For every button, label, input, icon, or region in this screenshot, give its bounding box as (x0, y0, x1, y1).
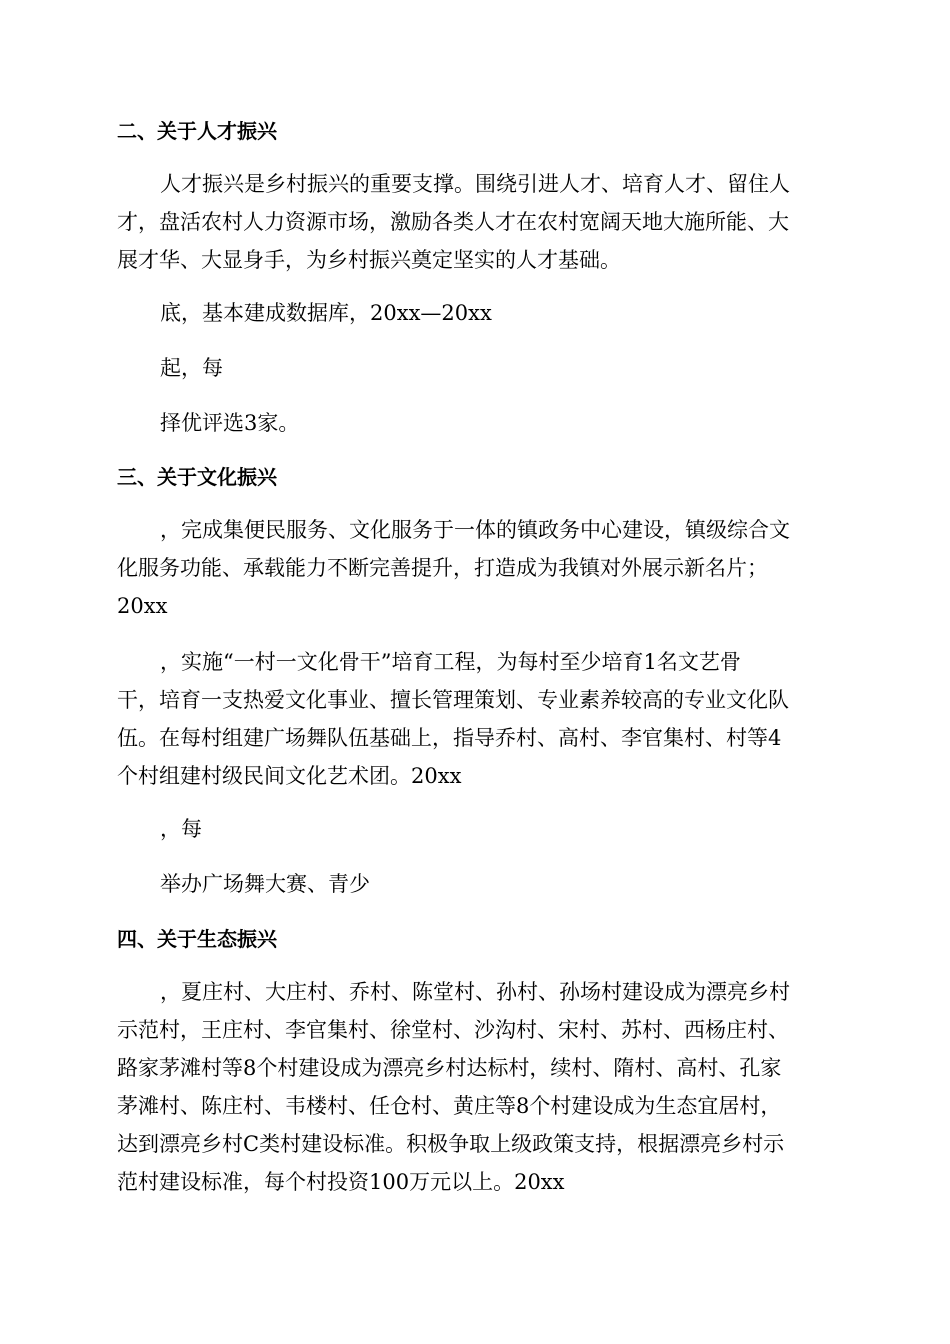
paragraph (117, 511, 837, 625)
paragraph-line: 示范村，王庄村、李官集村、徐堂村、沙沟村、宋村、苏村、西杨庄村、 (117, 1018, 789, 1042)
paragraph-line: 才，盘活农村人力资源市场，激励各类人才在农村宽阔天地大施所能、大 (117, 210, 789, 234)
paragraph (117, 294, 837, 332)
paragraph-line: 路家茅滩村等8个村建设成为漂亮乡村达标村，续村、隋村、高村、孔家 (117, 1056, 782, 1080)
section-heading-culture: 三、关于文化振兴 (117, 465, 277, 489)
paragraph-line: 20xx (117, 594, 168, 618)
paragraph-line: 化服务功能、承载能力不断完善提升，打造成为我镇对外展示新名片； (117, 556, 768, 580)
paragraph-line: 伍。在每村组建广场舞队伍基础上，指导乔村、高村、李官集村、村等4 (117, 726, 782, 750)
paragraph (117, 165, 837, 279)
paragraph-line: ，完成集便民服务、文化服务于一体的镇政务中心建设，镇级综合文 (160, 518, 790, 542)
paragraph-line: 人才振兴是乡村振兴的重要支撑。围绕引进人才、培育人才、留住人 (160, 172, 790, 196)
paragraph (117, 643, 837, 795)
paragraph (117, 404, 837, 442)
paragraph-line: 择优评选3家。 (160, 411, 300, 435)
paragraph-line: 展才华、大显身手，为乡村振兴奠定坚实的人才基础。 (117, 248, 621, 272)
paragraph (117, 973, 837, 1201)
paragraph (117, 349, 837, 387)
paragraph-line: ，实施“一村一文化骨干”培育工程，为每村至少培育1名文艺骨 (160, 650, 741, 674)
paragraph-line: 个村组建村级民间文化艺术团。20xx (117, 764, 462, 788)
section-heading-talent: 二、关于人才振兴 (117, 119, 277, 143)
paragraph-line: 底，基本建成数据库，20xx—20xx (160, 301, 492, 325)
section-heading-ecology: 四、关于生态振兴 (117, 927, 277, 951)
paragraph-line: 干，培育一支热爱文化事业、擅长管理策划、专业素养较高的专业文化队 (117, 688, 789, 712)
paragraph-line: 起，每 (160, 356, 223, 380)
paragraph (117, 810, 837, 848)
paragraph-line: 茅滩村、陈庄村、韦楼村、任仓村、黄庄等8个村建设成为生态宜居村， (117, 1094, 782, 1118)
paragraph (117, 865, 837, 903)
paragraph-line: 举办广场舞大赛、青少 (160, 872, 370, 896)
paragraph-line: ，每 (160, 817, 202, 841)
paragraph-line: 达到漂亮乡村C类村建设标准。积极争取上级政策支持，根据漂亮乡村示 (117, 1132, 785, 1156)
paragraph-line: 范村建设标准，每个村投资100万元以上。20xx (117, 1170, 565, 1194)
paragraph-line: ，夏庄村、大庄村、乔村、陈堂村、孙村、孙场村建设成为漂亮乡村 (160, 980, 790, 1004)
